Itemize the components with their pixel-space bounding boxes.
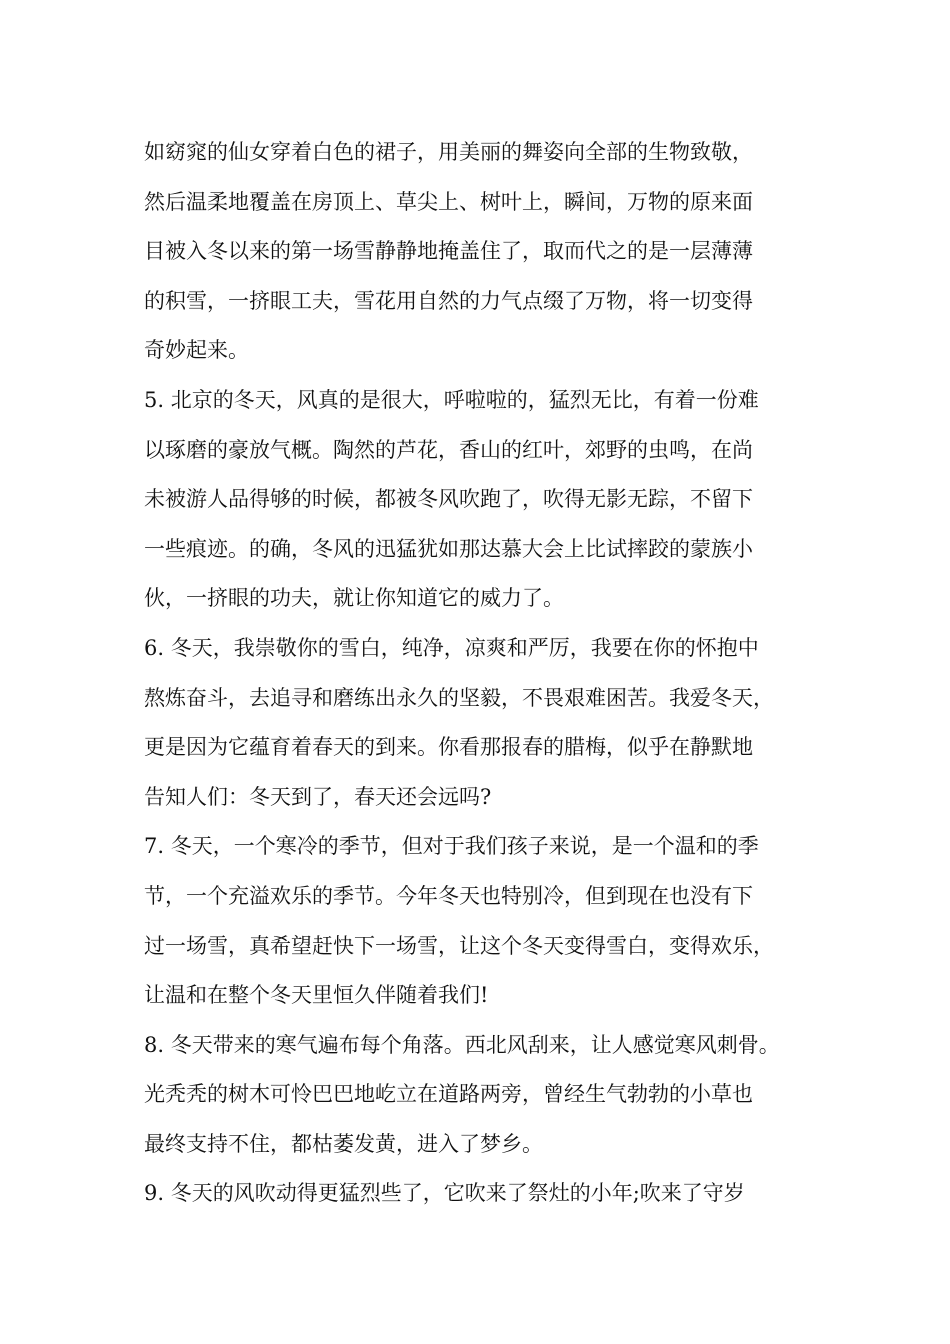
text-line: 更是因为它蕴育着春天的到来。你看那报春的腊梅，似乎在静默地 (144, 735, 753, 760)
text-line: 的积雪，一挤眼工夫，雪花用自然的力气点缀了万物，将一切变得 (144, 288, 753, 313)
text-line: 光秃秃的树木可怜巴巴地屹立在道路两旁，曾经生气勃勃的小草也 (144, 1082, 753, 1107)
text-line: 伙，一挤眼的功夫，就让你知道它的威力了。 (144, 586, 564, 611)
text-line: 以琢磨的豪放气概。陶然的芦花，香山的红叶，郊野的虫鸣，在尚 (144, 437, 753, 462)
text-line: 然后温柔地覆盖在房顶上、草尖上、树叶上，瞬间，万物的原来面 (144, 189, 753, 214)
text-line: 节，一个充溢欢乐的季节。今年冬天也特别冷，但到现在也没有下 (144, 883, 753, 908)
text-line: 8. 冬天带来的寒气遍布每个角落。西北风刮来，让人感觉寒风刺骨。 (144, 1032, 780, 1057)
text-line: 一些痕迹。的确，冬风的迅猛犹如那达慕大会上比试摔跤的蒙族小 (144, 536, 753, 561)
text-line: 未被游人品得够的时候，都被冬风吹跑了，吹得无影无踪，不留下 (144, 487, 753, 512)
text-line: 7. 冬天，一个寒冷的季节，但对于我们孩子来说，是一个温和的季 (144, 834, 759, 859)
document-body (144, 128, 834, 1219)
text-line: 熬炼奋斗，去追寻和磨练出永久的坚毅，不畏艰难困苦。我爱冬天， (144, 685, 774, 710)
text-line: 让温和在整个冬天里恒久伴随着我们! (144, 983, 489, 1008)
text-line: 5. 北京的冬天，风真的是很大，呼啦啦的，猛烈无比，有着一份难 (144, 387, 759, 412)
text-line: 9. 冬天的风吹动得更猛烈些了，它吹来了祭灶的小年;吹来了守岁 (144, 1181, 745, 1206)
text-line: 6. 冬天，我崇敬你的雪白，纯净，凉爽和严厉，我要在你的怀抱中 (144, 635, 759, 660)
text-line: 告知人们：冬天到了，春天还会远吗? (144, 784, 492, 809)
text-line: 目被入冬以来的第一场雪静静地掩盖住了，取而代之的是一层薄薄 (144, 239, 753, 264)
text-line: 最终支持不住，都枯萎发黄，进入了梦乡。 (144, 1131, 543, 1156)
text-line: 过一场雪，真希望赶快下一场雪，让这个冬天变得雪白，变得欢乐， (144, 933, 774, 958)
text-line: 如窈窕的仙女穿着白色的裙子，用美丽的舞姿向全部的生物致敬， (144, 140, 753, 164)
text-line: 奇妙起来。 (144, 338, 249, 363)
